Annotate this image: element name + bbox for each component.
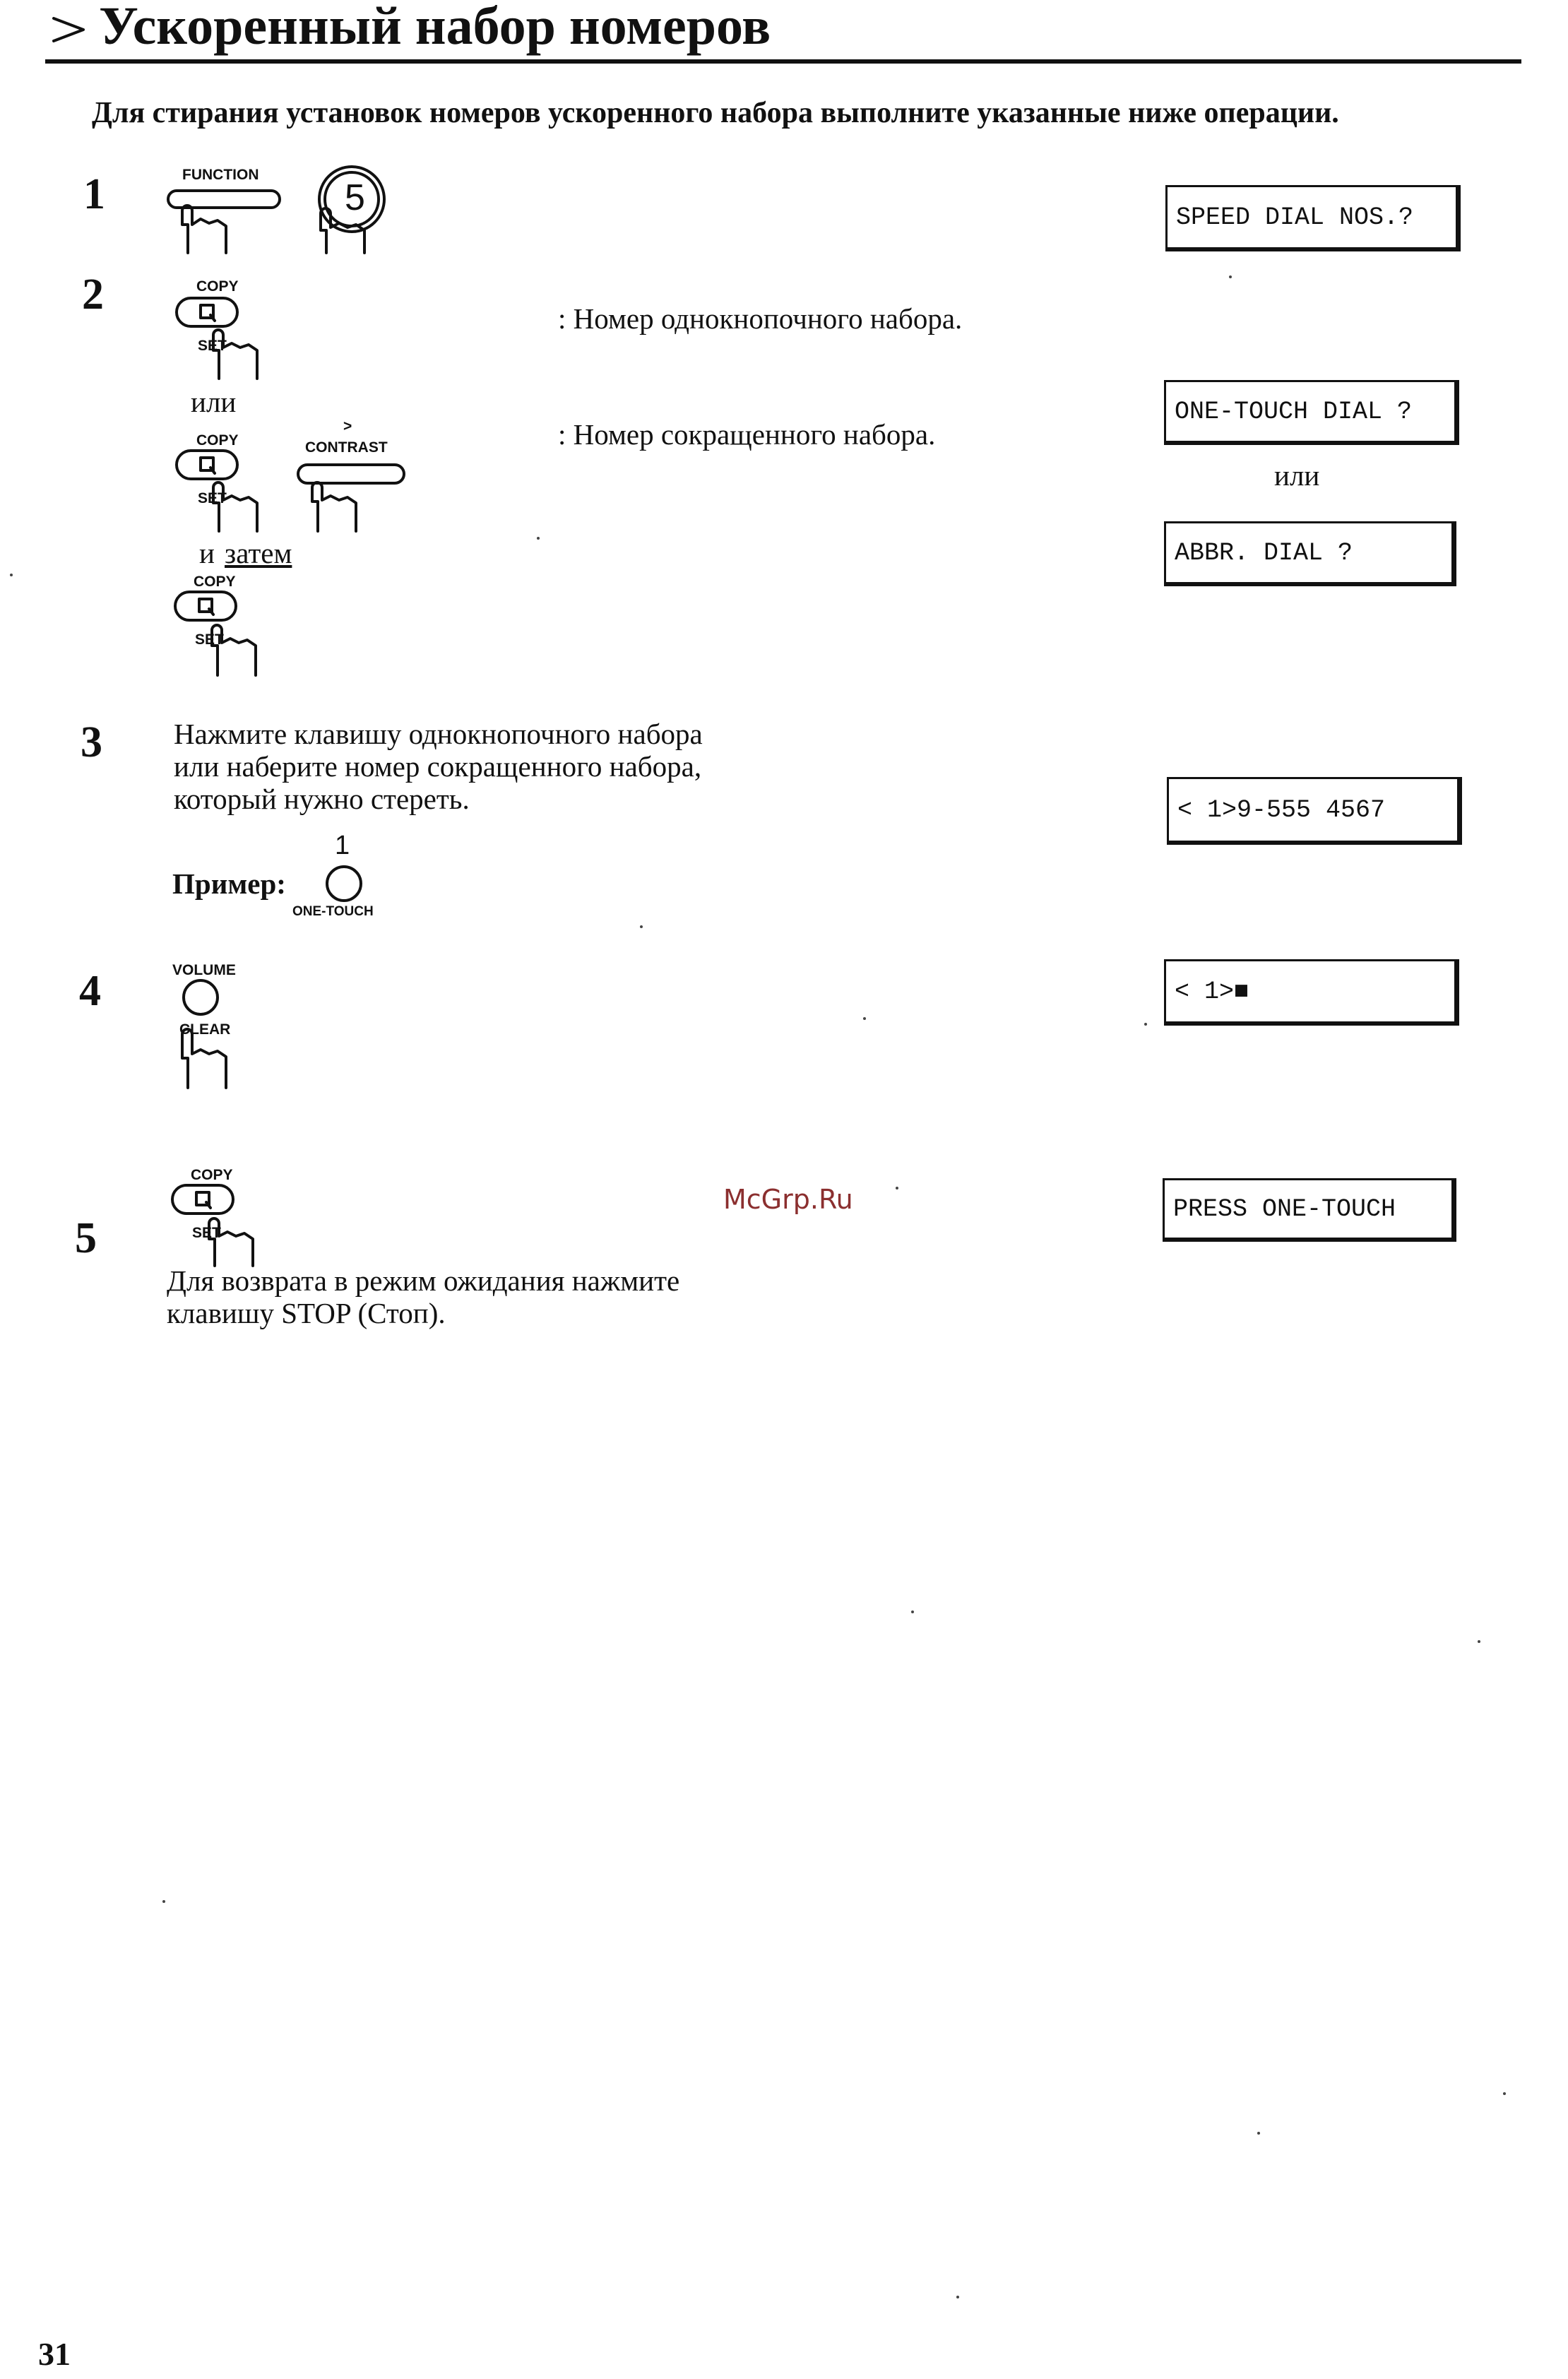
step-1-number: 1 <box>83 170 105 218</box>
title-divider <box>45 59 1521 64</box>
one-touch-key-label: ONE-TOUCH <box>292 904 374 919</box>
step-2-number: 2 <box>82 271 104 319</box>
intro-text: Для стирания установок номеров ускоренного набора выполните указанные ниже операции. <box>92 97 1339 129</box>
lcd-speed-dial: SPEED DIAL NOS.? <box>1165 185 1461 251</box>
step-5-text-line1: Для возврата в режим ожидания нажмите <box>167 1264 680 1297</box>
set-key-label-3: SET <box>195 631 224 648</box>
step-5-number: 5 <box>75 1214 97 1262</box>
or-label: или <box>191 386 237 418</box>
scan-speck <box>1257 2132 1260 2135</box>
page-title: Ускоренный набор номеров <box>99 0 771 56</box>
desc-abbr: : Номер сокращенного набора. <box>558 418 936 451</box>
copy-set-key-icon-5 <box>170 1182 275 1267</box>
example-key-number: 1 <box>335 831 350 860</box>
page-number: 31 <box>38 2336 71 2372</box>
step-5-text-line2: клавишу STOP (Стоп). <box>167 1297 446 1329</box>
scan-speck <box>1503 2092 1506 2095</box>
scan-speck <box>911 1610 914 1613</box>
lcd-example-number: < 1>9-555 4567 <box>1167 777 1462 845</box>
volume-key-label: VOLUME <box>172 962 236 978</box>
one-touch-key-icon <box>322 862 366 906</box>
contrast-arrow-label: > <box>343 418 352 434</box>
scan-speck <box>863 1017 866 1020</box>
step-3-text-line3: который нужно стереть. <box>174 783 470 815</box>
copy-key-label-2: COPY <box>196 432 239 449</box>
step-3-text-line1: Нажмите клавишу однокнопочного набора <box>174 718 703 750</box>
step-3-text-line2: или наберите номер сокращенного набора, <box>174 750 702 783</box>
example-label: Пример: <box>172 867 286 900</box>
lcd-cleared-entry: < 1>■ <box>1164 959 1459 1026</box>
scan-speck <box>1229 275 1232 278</box>
step-4-number: 4 <box>79 967 101 1015</box>
copy-set-key-icon-3 <box>172 589 278 677</box>
copy-set-key-icon-2 <box>174 448 280 533</box>
scan-speck <box>1478 1640 1480 1643</box>
then-label: затем <box>225 537 292 569</box>
desc-one-touch: : Номер однокнопочного набора. <box>558 302 963 335</box>
scan-speck <box>956 2296 959 2298</box>
scan-speck <box>537 537 540 540</box>
scan-speck <box>1144 1023 1147 1026</box>
step-3-number: 3 <box>81 718 102 766</box>
function-key-icon <box>164 182 284 260</box>
scan-speck <box>10 574 13 576</box>
set-key-label-5: SET <box>192 1225 221 1241</box>
lcd-press-one-touch: PRESS ONE-TOUCH <box>1163 1178 1456 1242</box>
scan-speck <box>896 1187 898 1190</box>
title-arrow-icon <box>48 8 90 51</box>
lcd-abbr-dial: ABBR. DIAL ? <box>1164 521 1456 586</box>
set-key-label-1: SET <box>198 338 227 354</box>
scan-speck <box>640 925 643 928</box>
and-label: и <box>199 537 215 569</box>
contrast-key-icon <box>295 458 408 535</box>
copy-key-label-5: COPY <box>191 1167 233 1183</box>
copy-key-label-1: COPY <box>196 278 239 295</box>
digit-5-key-label: 5 <box>345 177 365 218</box>
clear-key-label: CLEAR <box>179 1021 231 1038</box>
copy-key-label-3: COPY <box>194 574 236 590</box>
copy-set-key-icon-1 <box>174 295 280 380</box>
lcd-or-label: или <box>1274 459 1320 492</box>
watermark: McGrp.Ru <box>723 1184 853 1215</box>
scan-speck <box>162 1900 165 1903</box>
lcd-one-touch-dial: ONE-TOUCH DIAL ? <box>1164 380 1459 445</box>
set-key-label-2: SET <box>198 490 227 506</box>
contrast-key-label: CONTRAST <box>305 439 388 456</box>
function-key-label: FUNCTION <box>182 167 259 183</box>
